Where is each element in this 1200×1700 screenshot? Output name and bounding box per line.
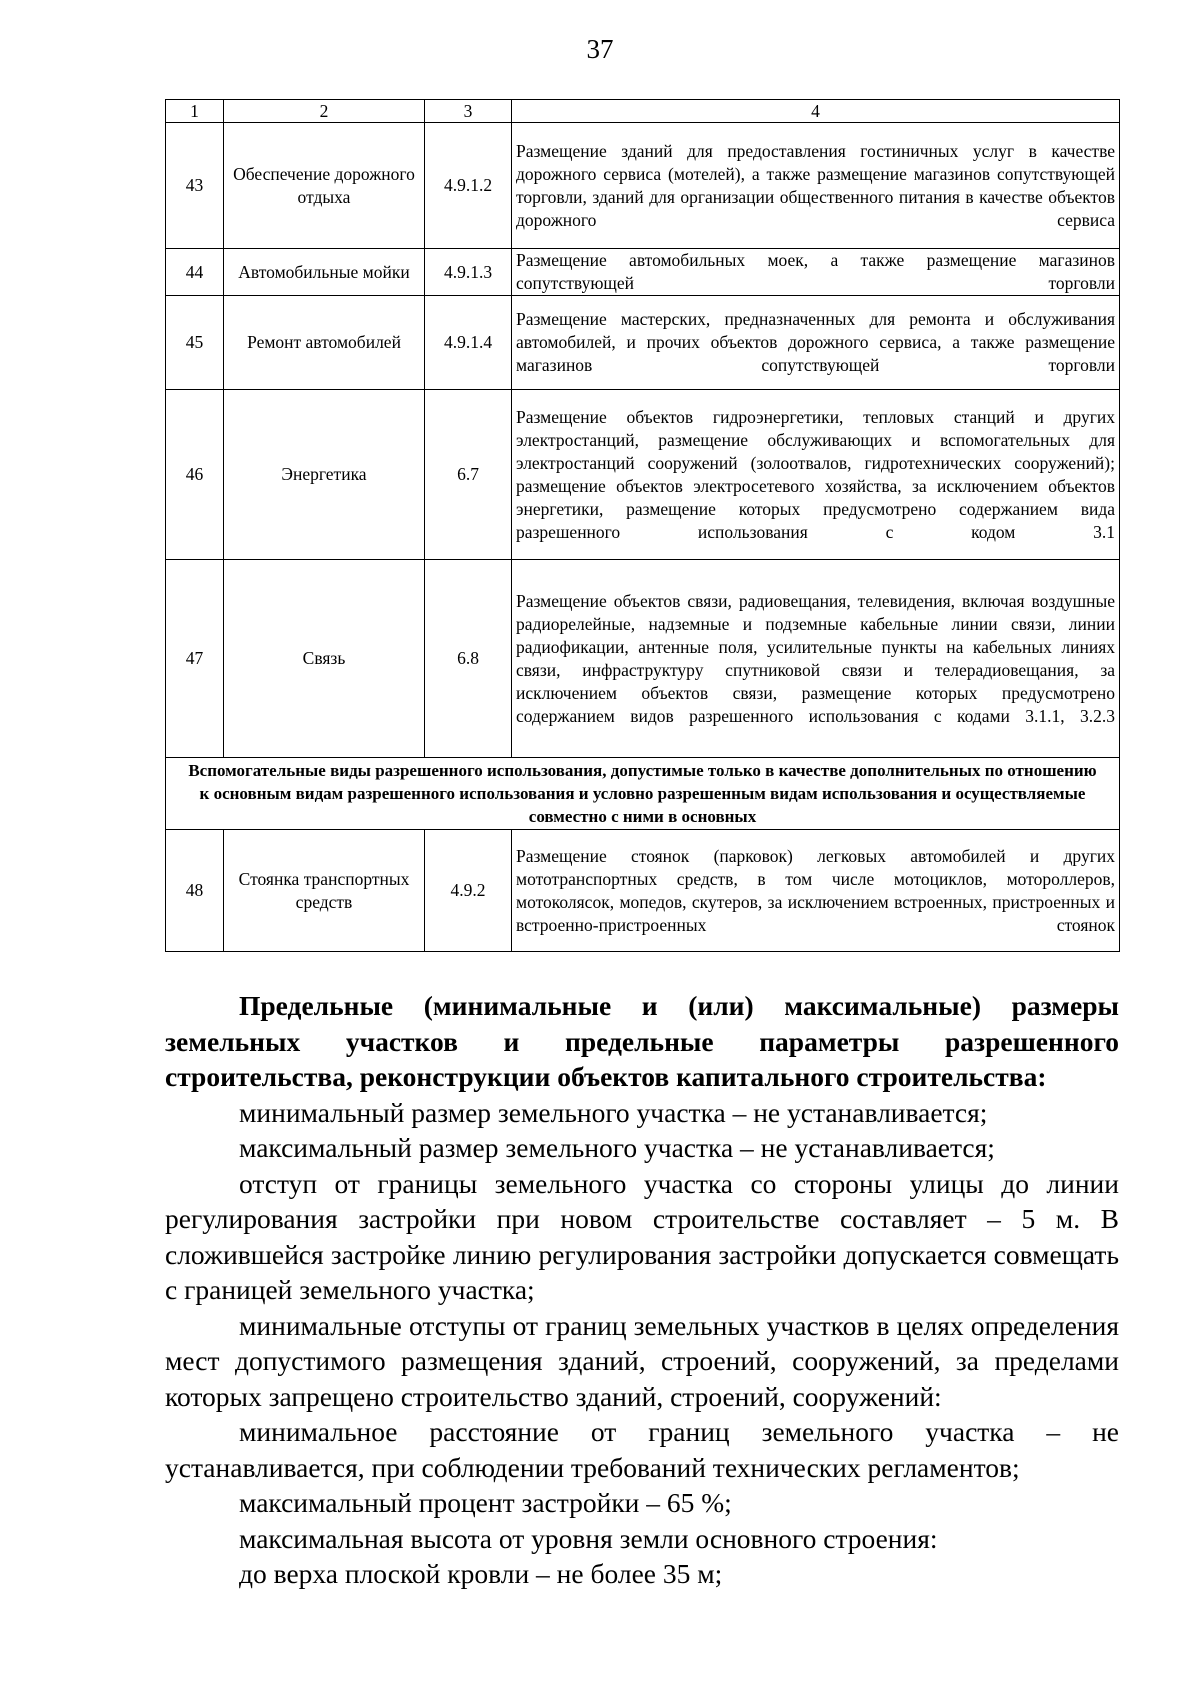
table-row [166, 296, 1120, 390]
header-cell: 1 [166, 100, 224, 123]
body-paragraph: максимальный размер земельного участка – не устанавливается; [239, 1132, 995, 1163]
parameters-section [165, 988, 1119, 1592]
use-type-code: 4.9.1.4 [425, 296, 512, 390]
body-paragraph: минимальное расстояние от границ земельного участка – не устанавливается, при соблюдении требований технических регламентов; [165, 1416, 1119, 1483]
land-use-table [165, 99, 1120, 952]
header-cell: 2 [224, 100, 425, 123]
table-header-row [166, 100, 1120, 123]
use-type-name: Стоянка транспортных средств [224, 830, 425, 952]
use-type-description: Размещение зданий для предоставления гостиничных услуг в качестве дорожного сервиса (мотелей), а также размещение магазинов сопутствующей торговли, зданий для организации общественного питания в качестве объектов дорожного сервиса [512, 123, 1120, 249]
use-type-name: Автомобильные мойки [224, 249, 425, 296]
table-row [166, 123, 1120, 249]
body-paragraph: максимальная высота от уровня земли основного строения: [239, 1522, 938, 1554]
body-paragraph: отступ от границы земельного участка со стороны улицы до линии регулирования застройки при новом строительстве составляет – 5 м. В сложившейся застройке линию регулирования застройки допускается совмещать с границей земельного участка; [165, 1167, 1119, 1305]
section-title: Вспомогательные виды разрешенного использования, допустимые только в качестве дополнительных по отношению к основным видам разрешенного использования и условно разрешенным видам использования и осуществляемые совместно с ними в основных [166, 758, 1120, 830]
header-cell: 3 [425, 100, 512, 123]
row-number: 48 [166, 830, 224, 952]
row-number: 44 [166, 249, 224, 296]
body-paragraph: максимальный процент застройки – 65 %; [239, 1487, 732, 1518]
use-type-code: 6.8 [425, 560, 512, 758]
table-row [166, 249, 1120, 296]
row-number: 43 [166, 123, 224, 249]
row-number: 47 [166, 560, 224, 758]
table-row [166, 390, 1120, 560]
row-number: 45 [166, 296, 224, 390]
use-type-name: Связь [224, 560, 425, 758]
use-type-description: Размещение объектов связи, радиовещания, телевидения, включая воздушные радиорелейные, надземные и подземные кабельные линии связи, линии радиофикации, антенные поля, усилительные пункты на кабельных линиях связи, инфраструктуру спутниковой связи и телерадиовещания, за исключением объектов связи, размещение которых предусмотрено содержанием видов разрешенного использования с кодами 3.1.1, 3.2.3 [512, 560, 1120, 758]
section-heading: Предельные (минимальные и (или) максимальные) размеры земельных участков и предельные параметры разрешенного строительства, реконструкции объектов капитального строительства: [165, 990, 1119, 1092]
use-type-description: Размещение мастерских, предназначенных для ремонта и обслуживания автомобилей, и прочих объектов дорожного сервиса, а также размещение магазинов сопутствующей торговли [512, 296, 1120, 390]
section-header-row [166, 758, 1120, 830]
use-type-description: Размещение объектов гидроэнергетики, тепловых станций и других электростанций, размещение обслуживающих и вспомогательных для электростанций сооружений (золоотвалов, гидротехнических сооружений); размещение объектов электросетевого хозяйства, за исключением объектов энергетики, размещение которых предусмотрено содержанием вида разрешенного использования с кодом 3.1 [512, 390, 1120, 560]
body-paragraph: минимальный размер земельного участка – не устанавливается; [239, 1096, 988, 1128]
use-type-name: Энергетика [224, 390, 425, 560]
table-row [166, 830, 1120, 952]
body-paragraph: до верха плоской кровли – не более 35 м; [239, 1558, 723, 1589]
use-type-name: Ремонт автомобилей [224, 296, 425, 390]
use-type-code: 4.9.1.2 [425, 123, 512, 249]
table-row [166, 560, 1120, 758]
page-number: 37 [586, 34, 614, 64]
use-type-description: Размещение стоянок (парковок) легковых автомобилей и других мототранспортных средств, в том числе мотоциклов, мотороллеров, мотоколясок, мопедов, скутеров, за исключением встроенных, пристроенных и встроенно-пристроенных стоянок [512, 830, 1120, 952]
body-paragraph: минимальные отступы от границ земельных участков в целях определения мест допустимого размещения зданий, строений, сооружений, за пределами которых запрещено строительство зданий, строений, сооружений: [165, 1309, 1119, 1412]
use-type-code: 4.9.1.3 [425, 249, 512, 296]
header-cell: 4 [512, 100, 1120, 123]
use-type-name: Обеспечение дорожного отдыха [224, 123, 425, 249]
row-number: 46 [166, 390, 224, 560]
use-type-code: 4.9.2 [425, 830, 512, 952]
use-type-code: 6.7 [425, 390, 512, 560]
use-type-description: Размещение автомобильных моек, а также размещение магазинов сопутствующей торговли [512, 249, 1120, 296]
